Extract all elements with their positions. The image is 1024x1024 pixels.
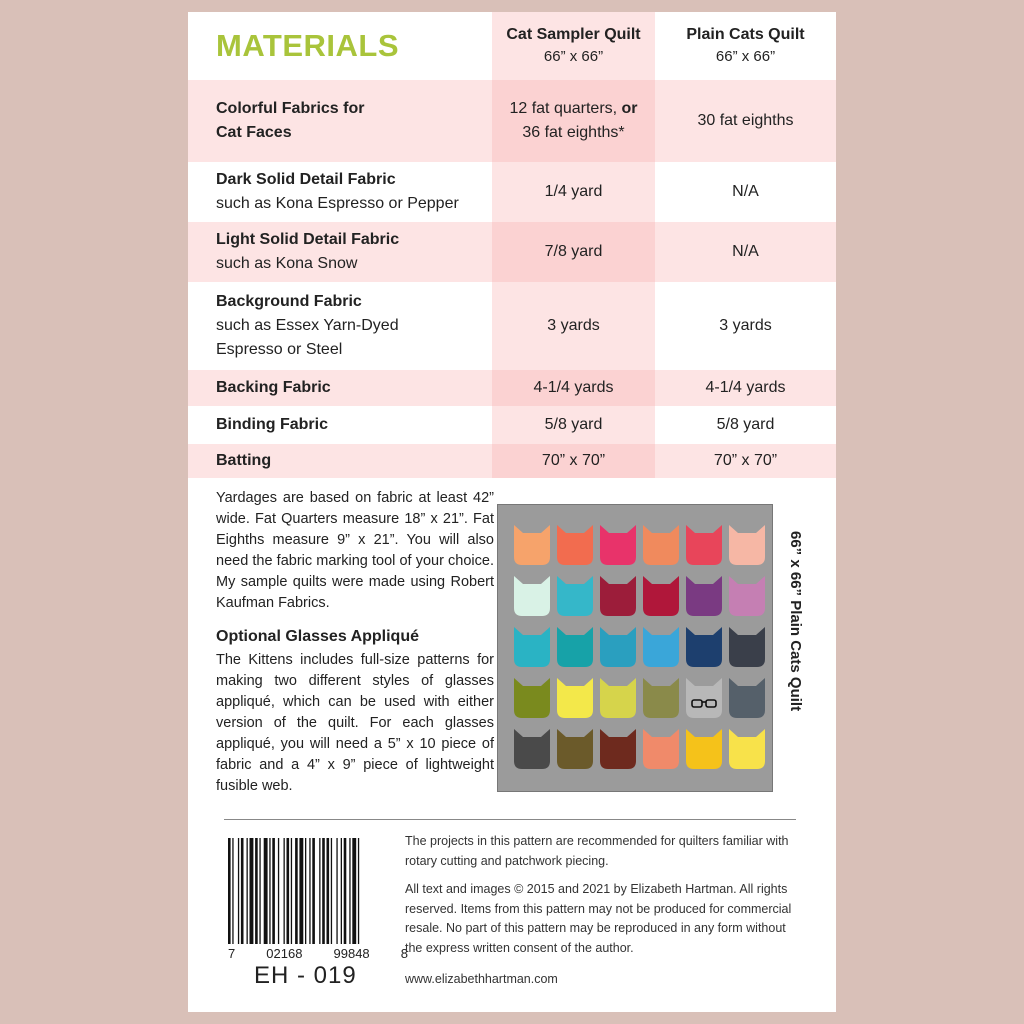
- sampler-value: 7/8 yard: [544, 243, 603, 260]
- cat-face: [514, 729, 550, 769]
- materials-table: [188, 12, 836, 478]
- barcode-bar: [299, 838, 303, 944]
- cat-face: [514, 627, 550, 667]
- barcode-digit: 99848: [333, 946, 370, 961]
- row-label: Cat Faces: [216, 124, 292, 141]
- cat-face: [600, 729, 636, 769]
- cat-face: [557, 525, 593, 565]
- barcode-bar: [305, 838, 306, 944]
- column-header-sampler: Cat Sampler Quilt: [506, 26, 641, 43]
- barcode-bar: [272, 838, 275, 944]
- cat-face: [557, 627, 593, 667]
- cat-face: [643, 678, 679, 718]
- barcode-bar: [336, 838, 337, 944]
- plain-value: 70” x 70”: [713, 452, 778, 469]
- row-sublabel: such as Kona Espresso or Pepper: [216, 195, 459, 212]
- materials-header-row: [188, 12, 836, 80]
- sampler-value: 1/4 yard: [544, 183, 603, 200]
- barcode-bar: [358, 838, 359, 944]
- plain-value: 5/8 yard: [716, 416, 775, 433]
- cat-face: [643, 729, 679, 769]
- cat-face: [643, 525, 679, 565]
- glasses-note: The Kittens includes full-size patterns for making two different styles of glasses appliqué, which can be used with either version of the quilt. For each glasses appliqué, you will need a 5” x 10 piece of fabric and a 4” x 9” piece of lightweight fusible web.: [216, 652, 494, 794]
- row-sublabel: such as Essex Yarn-Dyed: [216, 317, 399, 334]
- barcode-bar: [241, 838, 244, 944]
- table-row: [188, 282, 836, 370]
- row-label: Dark Solid Detail Fabric: [216, 171, 396, 188]
- yardage-note: Yardages are based on fabric at least 42” wide. Fat Quarters measure 18” x 21”. Fat Eighths measure 9” x 21”. You will also need the fabric marking tool of your choice. My sample quilts were made using Robert Kaufman Fabrics.: [216, 490, 494, 611]
- row-label: Backing Fabric: [216, 379, 331, 396]
- pattern-sku: EH - 019: [254, 962, 357, 989]
- row-label: Light Solid Detail Fabric: [216, 231, 400, 248]
- barcode-digit: 7: [228, 946, 236, 961]
- glasses-heading: Optional Glasses Appliqué: [216, 628, 419, 645]
- table-row: [188, 80, 836, 162]
- cat-face: [686, 627, 722, 667]
- cat-face: [600, 525, 636, 565]
- cat-face: [729, 525, 765, 565]
- plain-value: N/A: [732, 183, 759, 200]
- plain-value: 4-1/4 yards: [705, 379, 786, 396]
- barcode-bar: [250, 838, 254, 944]
- row-label: Batting: [216, 452, 272, 469]
- row-sublabel: such as Kona Snow: [216, 255, 358, 272]
- cat-face: [600, 627, 636, 667]
- cat-face: [557, 729, 593, 769]
- cat-face: [557, 678, 593, 718]
- cat-face: [729, 627, 765, 667]
- sampler-value-or: or: [621, 100, 638, 117]
- sampler-value: 4-1/4 yards: [533, 379, 614, 396]
- barcode-bar: [344, 838, 347, 944]
- materials-title: MATERIALS: [216, 28, 400, 63]
- barcode-bar: [247, 838, 248, 944]
- barcode-bar: [278, 838, 279, 944]
- barcode-bar: [228, 838, 231, 944]
- cat-face: [686, 525, 722, 565]
- cat-face: [686, 729, 722, 769]
- row-label: Binding Fabric: [216, 416, 328, 433]
- sampler-value: 12 fat quarters,: [509, 100, 622, 117]
- cat-face: [729, 729, 765, 769]
- barcode-bar: [255, 838, 258, 944]
- website-link[interactable]: www.elizabethhartman.com: [405, 972, 558, 986]
- barcode-bar: [331, 838, 332, 944]
- cat-face: [729, 678, 765, 718]
- row-sublabel: Espresso or Steel: [216, 341, 343, 358]
- barcode-bar: [264, 838, 268, 944]
- cat-face: [643, 576, 679, 616]
- barcode-bar: [291, 838, 292, 944]
- barcode-digit: 02168: [266, 946, 303, 961]
- barcode-bar: [341, 838, 342, 944]
- table-row: [188, 444, 836, 478]
- copyright-note: All text and images © 2015 and 2021 by Elizabeth Hartman. All rights reserved. Items from this pattern may not be produced for commercial resale. No part of this pattern may be reproduced in any form without the express written consent of the author.: [405, 882, 792, 955]
- column-size-sampler: 66” x 66”: [543, 48, 604, 65]
- barcode-bar: [295, 838, 298, 944]
- plain-value: 30 fat eighths: [697, 112, 794, 129]
- sampler-value: 70” x 70”: [541, 452, 606, 469]
- barcode-bar: [352, 838, 356, 944]
- barcode-bar: [309, 838, 310, 944]
- barcode-bar: [259, 838, 260, 944]
- cat-face: [514, 678, 550, 718]
- barcode-icon: [228, 838, 390, 950]
- barcode-bar: [319, 838, 320, 944]
- table-row: [188, 406, 836, 444]
- row-label: Background Fabric: [216, 293, 362, 310]
- cat-face: [557, 576, 593, 616]
- cat-face: [686, 678, 722, 718]
- cat-face: [729, 576, 765, 616]
- barcode-bar: [287, 838, 290, 944]
- column-header-plain: Plain Cats Quilt: [686, 26, 805, 43]
- barcode-bar: [238, 838, 239, 944]
- divider: [224, 819, 796, 820]
- cat-face: [600, 678, 636, 718]
- table-row: [188, 222, 836, 282]
- pattern-back-page: [188, 12, 836, 1012]
- barcode-bar: [327, 838, 330, 944]
- quilt-size-label: [786, 531, 808, 731]
- barcode-bar: [322, 838, 325, 944]
- quilt-cats-grid: [498, 505, 772, 791]
- sampler-value: 5/8 yard: [544, 416, 603, 433]
- barcode-bar: [312, 838, 315, 944]
- plain-value: 3 yards: [719, 317, 772, 334]
- cat-face: [514, 576, 550, 616]
- plain-value: N/A: [732, 243, 759, 260]
- cat-face: [514, 525, 550, 565]
- sampler-value: 36 fat eighths*: [522, 124, 625, 141]
- barcode-bar: [349, 838, 350, 944]
- table-row: [188, 162, 836, 222]
- cat-face: [643, 627, 679, 667]
- barcode-digit: 8: [400, 946, 408, 961]
- barcode-bar: [284, 838, 285, 944]
- sampler-value: 3 yards: [547, 317, 600, 334]
- barcode-bar: [269, 838, 270, 944]
- audience-note: The projects in this pattern are recommended for quilters familiar with rotary cutting and patchwork piecing.: [405, 834, 789, 868]
- column-size-plain: 66” x 66”: [715, 48, 776, 65]
- barcode-numbers: [228, 946, 408, 961]
- cat-face: [600, 576, 636, 616]
- table-row: [188, 370, 836, 406]
- row-label: Colorful Fabrics for: [216, 100, 365, 117]
- quilt-photo: [497, 504, 773, 792]
- cat-face: [686, 576, 722, 616]
- barcode-bar: [232, 838, 233, 944]
- quilt-size-label-text: 66” x 66” Plain Cats Quilt: [787, 531, 804, 712]
